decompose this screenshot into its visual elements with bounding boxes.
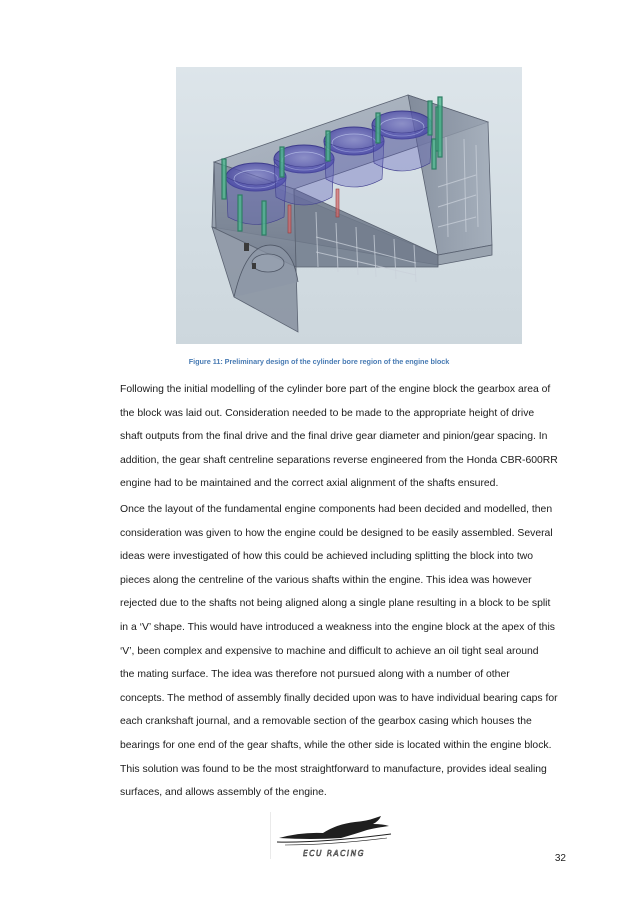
- text-line: consideration was given to how the engine could be designed to be easily assembled. Several: [120, 527, 553, 539]
- ecu-racing-logo: [270, 812, 397, 859]
- text-line: concepts. The method of assembly finally decided upon was to have individual bearing caps for: [120, 692, 558, 704]
- figure-caption: Figure 11: Preliminary design of the cylinder bore region of the engine block: [188, 357, 450, 366]
- logo-text: ECU RACING: [302, 849, 366, 858]
- text-line: shaft outputs from the final drive and the final drive gear diameter and pinion/gear spacing. In: [120, 431, 548, 443]
- text-line: Once the layout of the fundamental engine components had been decided and modelled, then: [120, 504, 553, 515]
- text-line: the mating surface. The idea was therefore not pursued along with a number of other: [120, 669, 510, 681]
- text-line: engine had to be maintained and the correct axial alignment of the shafts ensured.: [120, 478, 499, 490]
- text-line: ‘V’, been complex and expensive to machine and difficult to achieve an oil tight seal around: [120, 645, 539, 657]
- text-line: in a ‘V’ shape. This would have introduced a weakness into the engine block at the apex of this: [120, 621, 555, 633]
- text-line: each crankshaft journal, and a removable section of the gearbox casing which houses the: [120, 716, 532, 728]
- engine-block-render: [176, 67, 522, 344]
- text-line: rejected due to the shafts not being aligned along a single plane resulting in a block to be split: [120, 598, 551, 610]
- car-silhouette-icon: [271, 812, 397, 859]
- text-line: bearings for one end of the gear shafts, while the other side is located within the engine block.: [120, 739, 552, 751]
- text-line: Following the initial modelling of the cylinder bore part of the engine block the gearbox area of: [120, 384, 551, 395]
- paragraph-assembly: [120, 502, 590, 809]
- text-line: addition, the gear shaft centreline separations reverse engineered from the Honda CBR-600RR: [120, 454, 558, 466]
- engine-block-figure: [176, 67, 522, 344]
- text-line: ideas were investigated of how this could be achieved including splitting the block into two: [120, 551, 533, 563]
- text-line: This solution was found to be the most straightforward to manufacture, provides ideal sealing: [120, 763, 547, 775]
- text-line: surfaces, and allows assembly of the engine.: [120, 787, 327, 799]
- text-line: pieces along the centreline of the various shafts within the engine. This idea was however: [120, 574, 532, 586]
- paragraph-gearbox-layout: [120, 382, 590, 500]
- text-line: the block was laid out. Consideration needed to be made to the appropriate height of drive: [120, 407, 535, 419]
- page-number: 32: [554, 853, 566, 864]
